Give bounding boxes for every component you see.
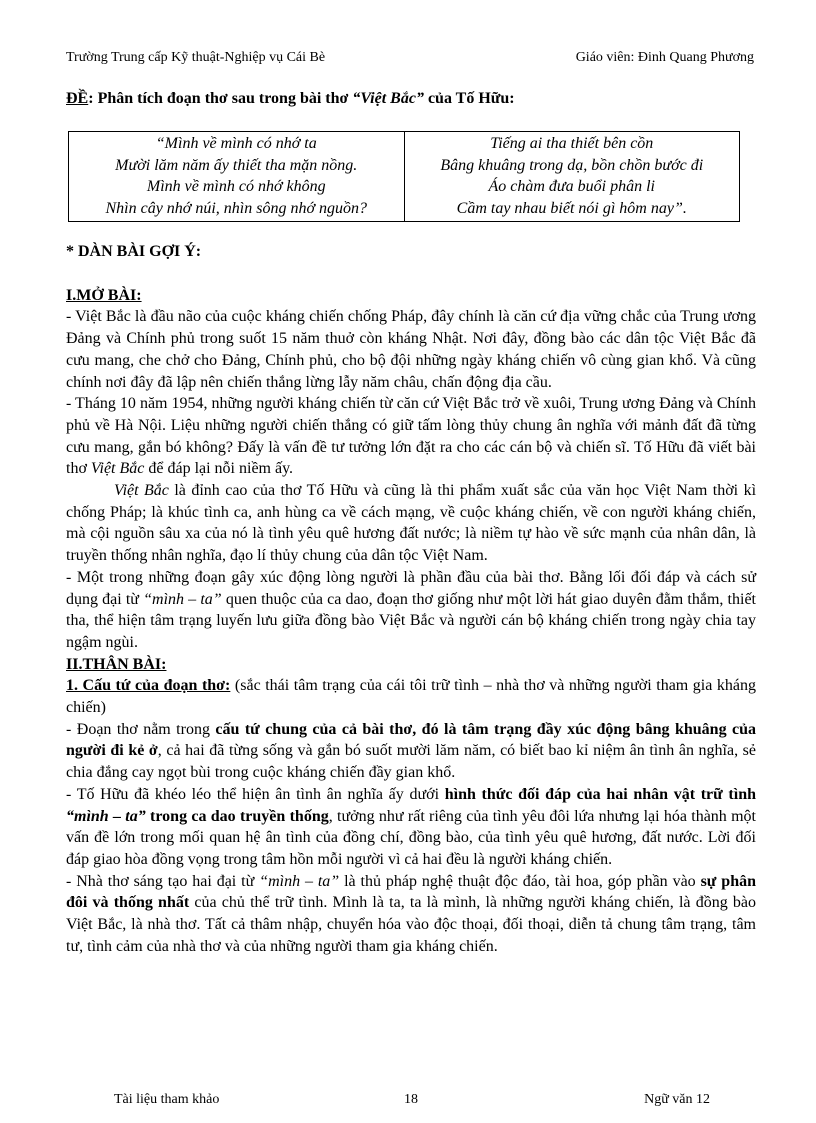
bold-run: hình thức đối đáp của hai nhân vật trữ tình	[444, 785, 757, 803]
bold-run: trong ca dao truyền thống	[145, 807, 329, 825]
school-name: Trường Trung cấp Kỹ thuật-Nghiệp vụ Cái Bè	[66, 50, 326, 65]
paragraph	[66, 784, 756, 871]
bold-italic-run: “mình – ta”	[66, 807, 146, 825]
text-run: - Đoạn thơ nằm trong	[66, 720, 216, 738]
text-run: là đỉnh cao của thơ Tố Hữu và cũng là thi phẩm xuất sắc của văn học Việt Nam thời kì chống Pháp; là khúc tình ca, anh hùng ca về cách mạng, về cuộc kháng chiến, về con người kháng chiến, mà cội nguồn sâu xa của nó là tình yêu quê hương đất nước; là niềm tự hào về sức mạnh của nhân dân, là truyền thống nhân nghĩa, đạo lí thủy chung của dân tộc Việt Nam.	[66, 482, 757, 565]
text-run: - Nhà thơ sáng tạo hai đại từ	[66, 872, 260, 890]
paragraph	[66, 480, 756, 567]
paragraph: - Việt Bắc là đầu não của cuộc kháng chiến chống Pháp, đây chính là căn cứ địa vững chắc của Trung ương Đảng và Chính phủ trong suốt 15 năm thuở còn kháng Nhật. Nơi đây, đồng bào các dân tộc Việt Bắc đã cưu mang, che chở cho Đảng, Chính phủ, cho bộ đội những ngày kháng chiến vô cùng gian khổ. Và cũng chính nơi đây đã lập nên chiến thắng lừng lẫy năm châu, chấn động địa cầu.	[66, 308, 756, 391]
text-run: - Một trong những đoạn gây xúc động lòng người là phần đầu của bài thơ. Bằng lối đối đáp và cách sử dụng đại từ	[66, 568, 756, 608]
section-heading-mo-bai: I.MỞ BÀI:	[66, 286, 142, 304]
poem-line: Mười lăm năm ấy thiết tha mặn nồng.	[115, 156, 358, 174]
poem-line: “Mình về mình có nhớ ta	[155, 135, 317, 152]
subsection-title: 1. Cấu tứ của đoạn thơ:	[66, 677, 231, 695]
paragraph	[66, 567, 756, 654]
italic-run: Việt Bắc	[90, 460, 145, 478]
paragraph	[66, 393, 756, 480]
document-body	[66, 241, 756, 958]
bold-run: sự phân đôi và thống nhất	[66, 872, 756, 912]
paragraph	[66, 675, 756, 718]
outline-heading: * DÀN BÀI GỢI Ý:	[66, 243, 202, 260]
title-poem-name: “Việt Bắc”	[352, 90, 424, 107]
paragraph	[66, 871, 756, 958]
footer-left: Tài liệu tham khảo	[114, 1092, 220, 1107]
italic-run: “mình – ta”	[259, 872, 340, 890]
section-heading-than-bai: II.THÂN BÀI:	[66, 655, 167, 673]
title-label: ĐỀ	[66, 90, 89, 107]
text-run: là thủ pháp nghệ thuật độc đáo, tài hoa, góp phần vào	[339, 872, 701, 890]
title-text-after: của Tố Hữu:	[423, 90, 515, 107]
teacher-name: Giáo viên: Đinh Quang Phương	[575, 50, 754, 65]
poem-line: Áo chàm đưa buổi phân li	[488, 178, 655, 195]
page-footer	[114, 1092, 710, 1112]
text-run: quen thuộc của ca dao, đoạn thơ giống như một lời hát giao duyên đằm thắm, thiết tha, thể hiện tâm trạng luyến lưu giữa đồng bào Việt Bắc và người cán bộ kháng chiến trong ngày chia tay ngậm ngùi.	[66, 590, 756, 651]
text-run: , tưởng như rất riêng của tình yêu đôi lứa nhưng lại hóa thành một vấn đề lớn trong mối quan hệ ân tình của đồng chí, đồng bào, của tình yêu quê hương, đất nước. Lời đối đáp giao hòa đồng vọng trong tâm hồn mỗi người vì cả hai đều là người kháng chiến.	[66, 807, 756, 868]
title-text-before: : Phân tích đoạn thơ sau trong bài thơ	[88, 90, 353, 107]
text-run: - Tố Hữu đã khéo léo thể hiện ân tình ân nghĩa ấy dưới	[66, 785, 445, 803]
poem-line: Mình về mình có nhớ không	[146, 178, 326, 195]
poem-line: Bâng khuâng trong dạ, bồn chồn bước đi	[440, 156, 704, 174]
page-number: 18	[404, 1092, 418, 1107]
poem-line: Tiếng ai tha thiết bên cồn	[490, 135, 654, 152]
italic-run: Việt Bắc	[114, 482, 169, 500]
assignment-title	[66, 90, 766, 108]
poem-line: Cầm tay nhau biết nói gì hôm nay”.	[456, 199, 687, 217]
footer-right: Ngữ văn 12	[644, 1092, 710, 1107]
text-run: (sắc thái tâm trạng của cái tôi trữ tình – nhà thơ và những người tham gia kháng chiến)	[66, 677, 756, 717]
text-run: để đáp lại nỗi niềm ấy.	[144, 460, 294, 478]
page-header	[66, 50, 754, 70]
poem-table	[68, 131, 740, 222]
poem-right-column	[404, 132, 740, 222]
text-run: của chủ thể trữ tình. Mình là ta, ta là mình, là những người kháng chiến, là đồng bào Việt Bắc, là nhà thơ. Tất cả thâm nhập, chuyển hóa vào độc thoại, đối thoại, diễn tả chung tâm trạng, tâm tư, tình cảm của nhà thơ và của những người tham gia kháng chiến.	[66, 894, 757, 955]
poem-line: Nhìn cây nhớ núi, nhìn sông nhớ nguồn?	[105, 199, 367, 217]
paragraph	[66, 719, 756, 784]
bold-run: cấu tứ chung của cả bài thơ, đó là tâm trạng đầy xúc động bâng khuâng của người đi kẻ ở	[66, 720, 757, 760]
poem-left-column	[69, 132, 405, 222]
text-run: - Tháng 10 năm 1954, những người kháng chiến từ căn cứ Việt Bắc trở về xuôi, Trung ương Đảng và Chính phủ về Hà Nội. Liệu những người chiến thắng có giữ tấm lòng thủy chung ân nghĩa với mảnh đất đã từng cưu mang, gắn bó không? Đấy là vấn đề tư tưởng lớn đặt ra cho các cán bộ và chiến sĩ. Tố Hữu đã viết bài thơ	[66, 395, 756, 478]
italic-run: “mình – ta”	[143, 590, 222, 608]
text-run: , cả hai đã từng sống và gắn bó suốt mười lăm năm, có biết bao kỉ niệm ân tình ân nghĩa, sẻ chia đắng cay ngọt bùi trong cuộc kháng chiến đầy gian khổ.	[66, 742, 756, 782]
